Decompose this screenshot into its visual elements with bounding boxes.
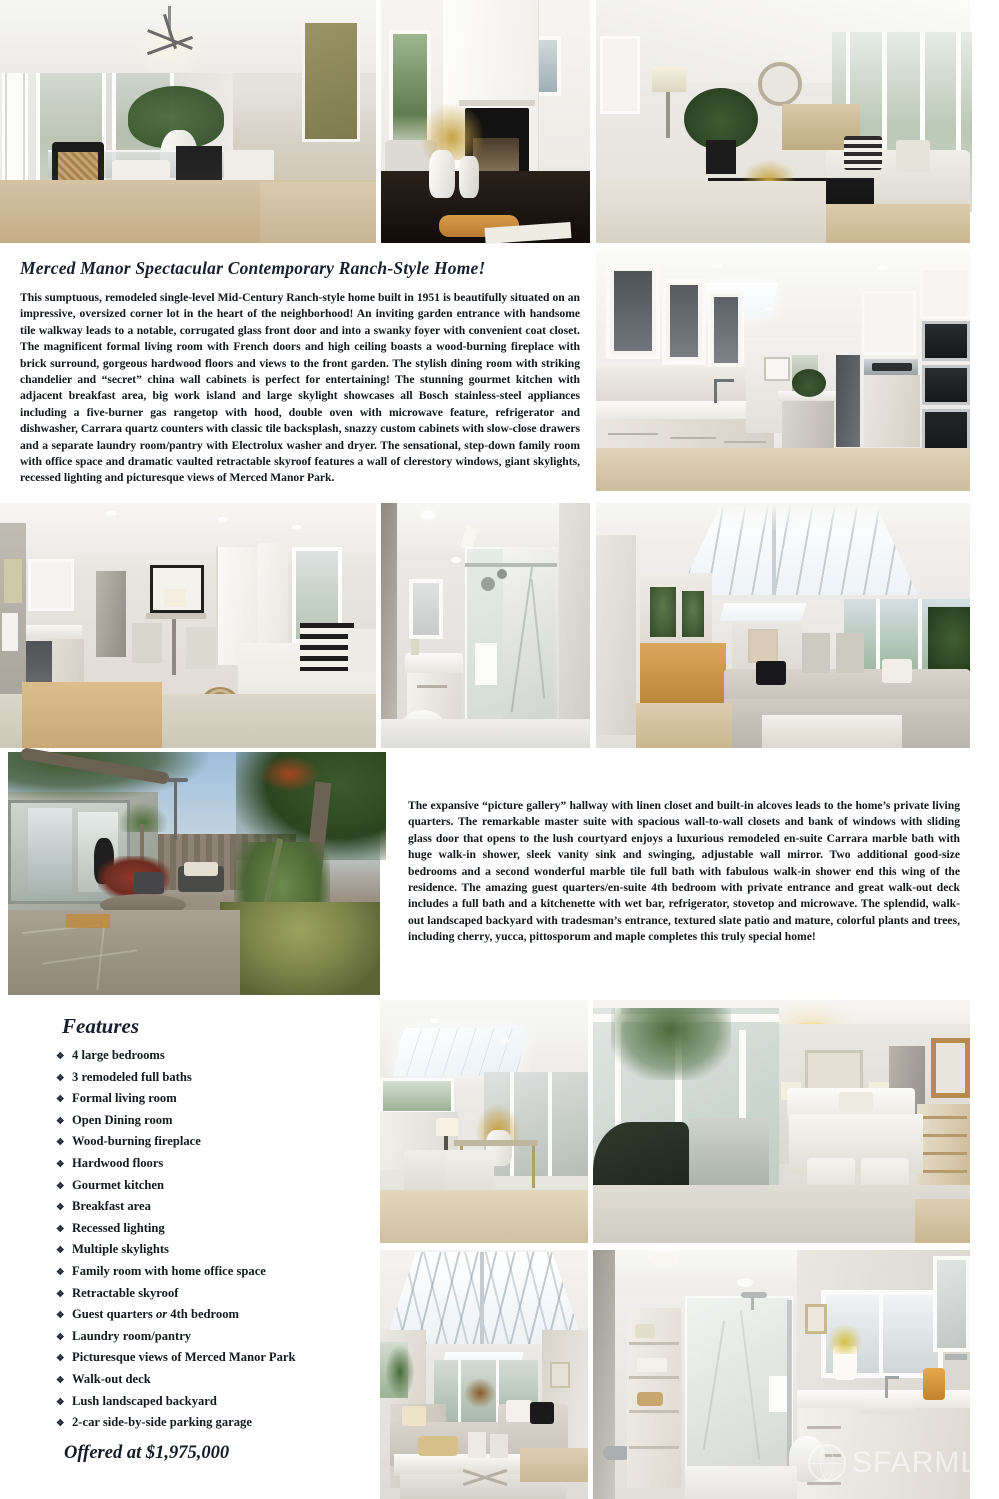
feature-label: 4 large bedrooms [72, 1048, 165, 1062]
feature-label: Retractable skyroof [72, 1285, 179, 1300]
feature-label: Open Dining room [72, 1112, 173, 1127]
photo-family-room-skyroof [380, 1250, 588, 1499]
diamond-bullet-icon: ❖ [56, 1095, 65, 1106]
diamond-bullet-icon: ❖ [56, 1138, 65, 1149]
description-paragraph-1: This sumptuous, remodeled single-level Mid-Century Ranch-style home built in 1951 is beautifully situated on an impressive, oversized corner lot in the heart of the neighborhood! An inviting garden entrance with handsome tile walkway leads to a notable, corrugated glass front door and into a swanky foyer with convenient coat closet. The magnificent formal living room with French doors and high ceiling boasts a wood-burning fireplace with brick surround, gorgeous hardwood floors and views to the front garden. The stylish dining room with striking chandelier and “secret” china wall cabinets is perfect for entertaining! The stunning gourmet kitchen with adjacent breakfast area, big work island and large skylight showcases all Bosch stainless-steel appliances including a five-burner gas rangetop with hood, double oven with microwave feature, refrigerator and dishwasher, Carrara quartz counters with classic tile backsplash, snazzy custom cabinets with slow-close drawers and a separate laundry room/pantry with Electrolux washer and dryer. The sensational, step-down family room with office space and dramatic vaulted retractable skyroof features a wall of clerestory windows, giant skylights, recessed lighting and picturesque views of Merced Manor Park. [20, 291, 580, 485]
diamond-bullet-icon: ❖ [56, 1419, 65, 1430]
feature-label: Family room with home office space [72, 1263, 266, 1278]
page-title: Merced Manor Spectacular Contemporary Ranch-Style Home! [20, 258, 486, 278]
feature-label: Walk-out deck [72, 1371, 151, 1386]
photo-living-room [596, 0, 970, 243]
photo-fireplace [381, 0, 590, 243]
feature-label: Picturesque views of Merced Manor Park [72, 1350, 296, 1365]
feature-item [56, 1327, 372, 1349]
diamond-bullet-icon: ❖ [56, 1311, 65, 1322]
feature-item [56, 1068, 372, 1090]
feature-item [56, 1132, 372, 1154]
description-paragraph-2: The expansive “picture gallery” hallway with linen closet and built-in alcoves leads to the home’s private living quarters. The remarkable master suite with spacious wall-to-wall closets and bank of windows with sliding glass door that opens to the lush courtyard enjoys a luxurious remodeled en-suite Carrara marble bath with huge walk-in shower, sleek vanity sink and swinging, adjustable wall mirror. Two additional good-size bedrooms and a second wonderful marble tile full bath with fabulous walk-in shower end this wing of the residence. The amazing guest quarters/en-suite 4th bedroom with private entrance and great walk-out deck includes a full bath and a kitchenette with wet bar, refrigerator, stovetop and microwave. The splendid, walk-out landscaped backyard with tradesman’s entrance, textured slate patio and mature, colorful plants and trees, including cherry, yucca, pittosporum and maple completes this truly special home! [408, 799, 960, 944]
photo-guest-bath [381, 503, 590, 748]
feature-label: Wood-burning fireplace [72, 1134, 201, 1149]
photo-kitchen [596, 251, 970, 491]
feature-item [56, 1046, 372, 1068]
feature-label: Breakfast area [72, 1199, 151, 1214]
feature-item [56, 1219, 372, 1241]
feature-item [56, 1392, 372, 1414]
feature-item [56, 1089, 372, 1111]
diamond-bullet-icon: ❖ [56, 1073, 65, 1084]
price-label: Offered at $1,975,000 [64, 1443, 230, 1463]
feature-item [56, 1413, 372, 1435]
feature-label: Formal living room [72, 1091, 177, 1106]
photo-courtyard [8, 752, 380, 995]
feature-item [56, 1305, 372, 1327]
photo-family-room [596, 503, 970, 748]
photo-dining-room [0, 0, 376, 243]
feature-label: 2-car side-by-side parking garage [72, 1415, 252, 1430]
photo-master-bedroom [593, 1000, 970, 1243]
diamond-bullet-icon: ❖ [56, 1052, 65, 1062]
diamond-bullet-icon: ❖ [56, 1116, 65, 1127]
photo-guest-quarters [0, 503, 376, 748]
diamond-bullet-icon: ❖ [56, 1246, 65, 1257]
diamond-bullet-icon: ❖ [56, 1354, 65, 1365]
watermark-label: SFARMLS [852, 1446, 999, 1479]
feature-label: Laundry room/pantry [72, 1328, 192, 1343]
diamond-bullet-icon: ❖ [56, 1397, 65, 1408]
feature-item [56, 1176, 372, 1198]
feature-item [56, 1197, 372, 1219]
feature-item [56, 1262, 372, 1284]
feature-item [56, 1348, 372, 1370]
photo-office-sunroom [380, 1000, 588, 1243]
feature-label: Multiple skylights [72, 1242, 169, 1257]
photo-master-bath [593, 1250, 970, 1499]
feature-label: 3 remodeled full baths [72, 1069, 192, 1084]
feature-item [56, 1370, 372, 1392]
feature-item [56, 1111, 372, 1133]
features-heading: Features [62, 1014, 140, 1038]
diamond-bullet-icon: ❖ [56, 1267, 65, 1278]
diamond-bullet-icon: ❖ [56, 1375, 65, 1386]
feature-label: Recessed lighting [72, 1220, 165, 1235]
diamond-bullet-icon: ❖ [56, 1181, 65, 1192]
feature-item [56, 1240, 372, 1262]
feature-label: Gourmet kitchen [72, 1177, 164, 1192]
diamond-bullet-icon: ❖ [56, 1289, 65, 1300]
features-list [56, 1046, 372, 1435]
diamond-bullet-icon: ❖ [56, 1224, 65, 1235]
diamond-bullet-icon: ❖ [56, 1203, 65, 1214]
feature-item [56, 1154, 372, 1176]
feature-label: Guest quarters or 4th bedroom [72, 1307, 239, 1322]
diamond-bullet-icon: ❖ [56, 1332, 65, 1343]
diamond-bullet-icon: ❖ [56, 1159, 65, 1170]
feature-item [56, 1284, 372, 1306]
feature-label: Hardwood floors [72, 1155, 164, 1170]
feature-label: Lush landscaped backyard [72, 1393, 217, 1408]
